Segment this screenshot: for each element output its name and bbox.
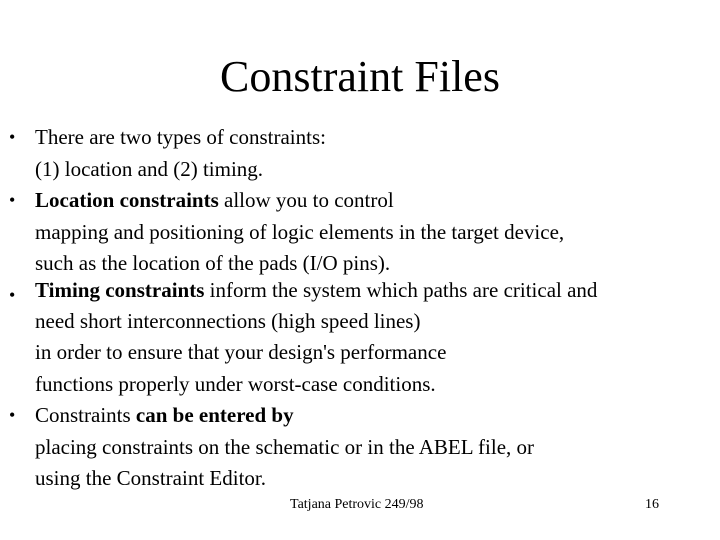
bullet-marker: • [9,405,16,425]
bullet-continuation-line: need short interconnections (high speed lines) [35,308,421,333]
bullet-continuation-line: such as the location of the pads (I/O pins). [35,251,391,275]
bullet-continuation-line: (1) location and (2) timing. [35,156,264,181]
page-number: 16 [645,497,659,512]
bullet-item-timing-constraints [0,277,690,401]
bullet-first-line [35,400,690,432]
footer-author: Tatjana Petrovic 249/98 [290,497,424,512]
bullet-marker: • [9,127,16,147]
bullet-text: allow you to control [218,188,394,212]
bullet-continuation-line: placing constraints on the schematic or in the ABEL file, or [35,434,535,459]
bullet-marker: • [9,190,16,210]
bullet-continuation-line: mapping and positioning of logic elements in the target device, [35,219,565,244]
bullet-first-line [35,185,690,217]
bullet-item-entering-constraints [0,400,690,495]
bullet-text: There are two types of constraints: [35,125,326,149]
bullet-list [0,122,720,495]
bullet-text: Constraints [35,403,136,427]
bullet-continuation-line: functions properly under worst-case conditions. [35,371,436,396]
bullet-continuation-line: using the Constraint Editor. [35,466,266,490]
bullet-first-line [35,277,690,302]
bullet-marker: • [9,284,16,305]
bullet-continuation-line: in order to ensure that your design's performance [35,340,447,364]
bullet-bold-text: can be entered by [135,403,294,427]
bullet-item-constraint-types [0,122,690,185]
bullet-first-line [35,122,690,154]
bullet-bold-text: Timing constraints [35,277,205,302]
bullet-text: inform the system which paths are critical and [204,277,598,302]
slide-title: Constraint Files [220,52,500,101]
bullet-item-location-constraints [0,185,690,280]
bullet-bold-text: Location constraints [35,188,219,212]
